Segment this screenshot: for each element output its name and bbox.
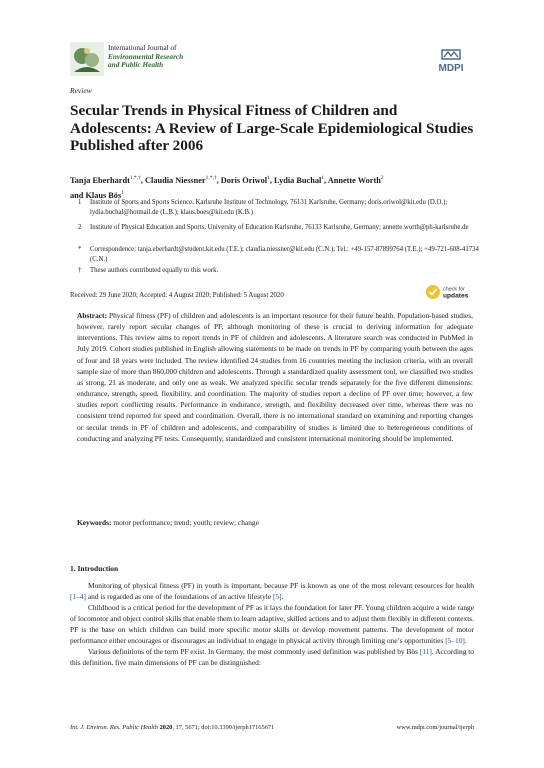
- paragraph-3: Various definitions of the term PF exist. In Germany, the most commonly used definition was published by Bös [11]. According to this definition, five main dimensions of PF can be distinguished:: [70, 647, 475, 668]
- paragraph-2: Childhood is a critical period for the development of PF as it lays the foundation for later PF. Young children acquire a wide range of locomotor and object control skills that enable them to learn adaptive, skilled actions and to adjust them flexibly in different contexts. PF is the base on which children can build more specific motor skills or develop movement patterns. The development of motor performance either encourages or discourages an individual to engage in physical activity through limiting one’s opportunities [5–10].: [70, 603, 474, 646]
- svg-text:updates: updates: [443, 292, 469, 300]
- citation-link[interactable]: [1–4]: [70, 592, 87, 602]
- footer-citation: Int. J. Environ. Res. Public Health 2020, 17, 5671; doi:10.3390/ijerph17165671: [70, 724, 275, 731]
- author-name: Annette Worth: [327, 175, 381, 185]
- abstract-text: Physical fitness (PF) of children and adolescents is an important resource for their future health. Population-based studies, however, rarely report secular changes of PF, although monitoring of these is crucial to deriving information for adequate interventions. This review aims to report trends in PF of children and adolescents. A literature search was conducted in PubMed in July 2019. Cohort studies published in English allowing statements to be made on trends in PF by comparing youth between the ages of four and 18 years were included. The review identified 24 studies from 16 countries meeting the inclusion criteria, with an overall sample size of more than 860,000 children and adolescents. Through a standardized quality assessment tool, we classified two studies as strong, 21 as moderate, and only one as weak. We analyzed specific secular trends separately for the five different dimensions: endurance, strength, speed, flexibility, and coordination. The majority of studies report a decline of PF over time; however, a few studies report conflicting results. Performance in endurance, strength, and flexibility decreased over time, whereas there was no consistent trend reported for speed and coordination. Overall, there is no international standard on examining and reporting changes or secular trends in PF of children and adolescents, and comparability of studies is limited due to heterogeneous conditions of conducting and analyzing PF tests. Consequently, standardized and consistent international monitoring should be implemented.: [77, 311, 473, 443]
- introduction-body: [70, 580, 474, 668]
- article-type: Review: [70, 86, 92, 95]
- author-name: Doris Oriwol: [220, 175, 268, 185]
- journal-logo-icon: [70, 42, 104, 76]
- author-affiliation-marker: 1,*,†: [205, 175, 217, 181]
- author-affiliation-marker: 1,*,†: [129, 175, 141, 181]
- paper-page: International Journal of Environmental Research and Public Health MDPI Review Secular Trends in Physical Fitness of Children and Adolescents: A Review of Large-Scale Epidemiological Studies Published after 2006 Tanja Eberhardt$^{1,*,\dagger}$, Claudia Niessner$^{1,*,\dagger}$, Doris Oriwol$^1$, Lydia Buchal$^1$, Annette Worth$^2$ and Klaus Bös$^1$ 1 Institute of Sports and Sports Science, Karlsruhe Institute of Technology, 76131 Karlsruhe, Germany; doris.oriwol@kit.edu (D.O.); lydia.buchal@hotmail.de (L.B.); klaus.boes@kit.edu (K.B.) 2 Institute of Physical Education and Sports, University of Education Karlsruhe, 76133 Karlsruhe, Germany; annette.worth@ph-karlsruhe.de * Correspondence: tanja.eberhardt@student.kit.edu (T.E.); claudia.niessner@kit.edu (C.N.); Tel.: +49-157-87899764 (T.E.); +49-721-608-41734 (C.N.) † These authors contributed equally to this work. check for updates Received: 29 June 2020; Accepted: 4 August 2020; Published: 5 August 2020 Abstract: Physical fitness (PF) of children and adolescents is an important resource for their future health. Population-based studies, however, rarely report secular changes of PF, although monitoring of these is crucial to deriving information for adequate interventions. This review aims to report trends in PF of children and adolescents. A literature search was conducted in PubMed in July 2019. Cohort studies published in English allowing statements to be made on trends in PF by comparing youth between the ages of four and 18 years were included. The review identified 24 studies from 16 countries meeting the inclusion criteria, with an overall sample size of more than 860,000 children and adolescents. Through a standardized quality assessment tool, we classified two studies as strong, 21 as moderate, and only one as weak. We analyzed specific secular trends separately for the five different dimensions: endurance, strength, speed, flexibility, and coordination. The majority of studies report a decline of PF over time; however, a few studies report conflicting results. Performance in endurance, strength, and flexibility decreased over time, whereas there was no consistent trend reported for speed and coordination. Overall, there is no international standard on examining and reporting changes or secular trends in PF of children and adolescents, and comparability of studies is limited due to heterogeneous conditions of conducting and analyzing PF tests. Consequently, standardized and consistent international monitoring should be implemented. Keywords: motor performance; trend; youth; review; change 1. Introduction Monitoring of physical fitness (PF) in youth is important, because PF is known as one of the most relevant resources for health [1–4] and is regarded as one of the foundations of an active lifestyle [5]. Childhood is a critical period for the development of PF as it lays the foundation for later PF. Young children acquire a wide range of locomotor and object control skills that enable them to learn adaptive, skilled actions and to adjust them flexibly in different contexts. PF is the base on which children can build more specific motor skills or develop movement patterns. The development of motor performance either encourages or discourages an individual to engage in physical activity through limiting one’s opportunities [5–10]. Various definitions of the term PF exist. In Germany, the most commonly used definition was published by Bös [11]. According to this definition, five main dimensions of PF can be distinguished: Int. J. Environ. Res. Public Health 2020, 17, 5671; doi:10.3390/ijerph17165671 www.mdpi.com/journal/ijerph: [70, 43, 479, 731]
- author-name: and Klaus Bös: [70, 190, 122, 200]
- citation-link[interactable]: [5]: [272, 592, 282, 602]
- check-for-updates-badge[interactable]: [425, 282, 475, 302]
- svg-text:MDPI: MDPI: [438, 63, 464, 74]
- author-name: Lydia Buchal: [274, 175, 322, 185]
- author-name: Tanja Eberhardt: [70, 175, 130, 185]
- author-name: Claudia Niessner: [145, 175, 206, 185]
- keywords-label: Keywords:: [77, 518, 112, 527]
- author-list: Tanja Eberhardt$^{1,*,\dagger}$, Claudia Niessner$^{1,*,\dagger}$, Doris Oriwol$^1$, Lydia Buchal$^1$, Annette Worth$^2$ and Klaus Bös$^1$: [70, 175, 384, 200]
- paragraph-1: Monitoring of physical fitness (PF) in youth is important, because PF is known as one of the most relevant resources for health [1–4] and is regarded as one of the foundations of an active lifestyle [5].: [70, 581, 474, 602]
- author-affiliation-marker: 1: [321, 175, 325, 181]
- article-title: Secular Trends in Physical Fitness of Children and Adolescents: A Review of Large-Scale Epidemiological Studies Published after 2006: [70, 102, 474, 154]
- footer-journal-url[interactable]: www.mdpi.com/journal/ijerph: [396, 724, 474, 731]
- citation-link[interactable]: [11]: [419, 647, 432, 657]
- abstract-label: Abstract:: [77, 311, 107, 320]
- author-affiliation-marker: 2: [380, 175, 384, 181]
- journal-name: [108, 44, 183, 70]
- abstract: [77, 310, 473, 444]
- mdpi-logo-icon: [428, 48, 474, 74]
- author-affiliation-marker: 1: [267, 175, 270, 181]
- keywords-text: motor performance; trend; youth; review; change: [113, 518, 259, 527]
- keywords: [77, 518, 473, 527]
- journal-name-line1: International Journal of: [108, 43, 177, 52]
- journal-name-line2: Environmental Research: [108, 51, 184, 61]
- publication-dates: Received: 29 June 2020; Accepted: 4 August 2020; Published: 5 August 2020: [70, 292, 284, 299]
- citation-link[interactable]: [5–10]: [445, 636, 465, 646]
- section-heading-introduction: 1. Introduction: [70, 564, 119, 573]
- author-affiliation-marker: 1: [121, 189, 124, 196]
- journal-name-line3: and Public Health: [108, 60, 164, 70]
- svg-text:check for: check for: [443, 286, 465, 293]
